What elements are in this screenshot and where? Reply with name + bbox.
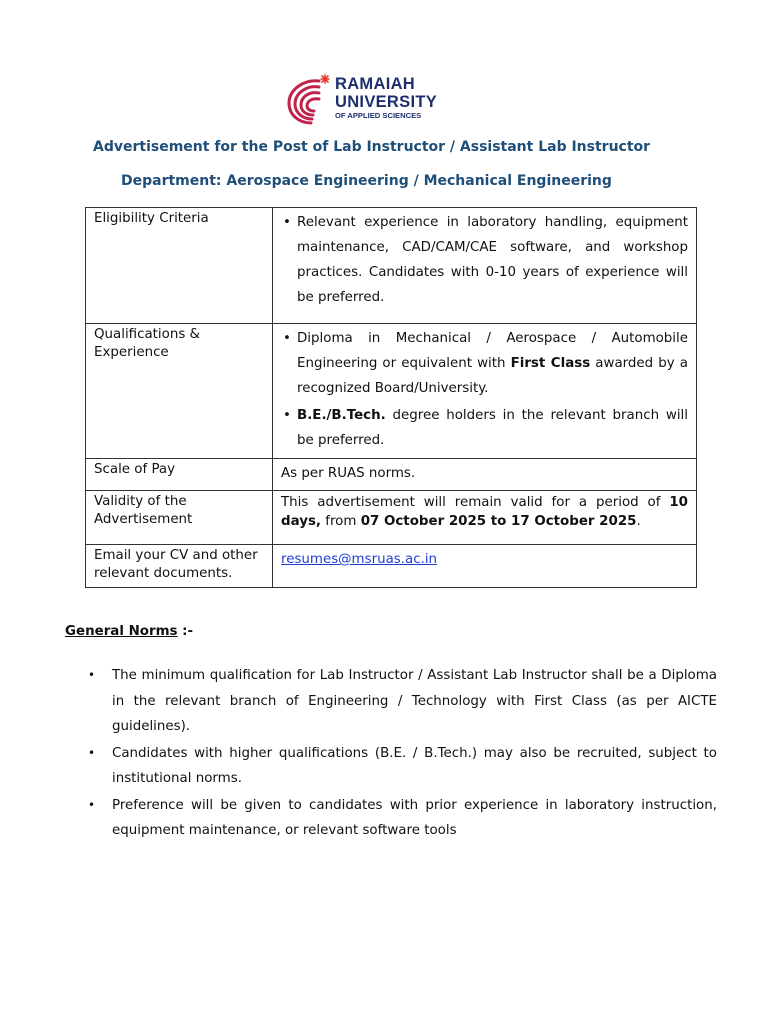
department-heading: Department: Aerospace Engineering / Mechanical Engineering [121,173,612,189]
pay-label: Scale of Pay [86,459,273,491]
logo-line-university: UNIVERSITY [335,92,438,111]
page-title: Advertisement for the Post of Lab Instructor / Assistant Lab Instructor [93,139,651,155]
general-norms-list [88,663,717,845]
swirl-emblem-icon [283,73,333,127]
table-row-pay [86,459,697,491]
table-row-email [86,545,697,588]
eligibility-item: • Relevant experience in laboratory handling, equipment maintenance, CAD/CAM/CAE software, and workshop practices. Candidates with 0-10 years of experience will be preferred. [297,210,688,310]
validity-value: This advertisement will remain valid for a period of 10 days, from 07 October 2025 to 17 October 2025. [273,491,697,545]
logo-line-applied-sciences: OF APPLIED SCIENCES [335,111,422,120]
university-logo [283,73,463,127]
eligibility-value [273,208,697,324]
star-icon [321,75,329,83]
logo-line-ramaiah: RAMAIAH [335,75,416,93]
validity-label: Validity of the Advertisement [86,491,273,545]
list-item: • Preference will be given to candidates with prior experience in laboratory instruction, equipment maintenance, or relevant software tools [112,793,717,844]
email-label: Email your CV and other relevant documents. [86,545,273,588]
table-row-validity [86,491,697,545]
table-row-eligibility [86,208,697,324]
qualifications-value [273,324,697,459]
table-row-qualifications [86,324,697,459]
email-link[interactable]: resumes@msruas.ac.in [281,552,438,567]
pay-value: As per RUAS norms. [273,459,697,491]
list-item: • The minimum qualification for Lab Instructor / Assistant Lab Instructor shall be a Diploma in the relevant branch of Engineering / Technology with First Class (as per AICTE guidelines). [112,663,717,740]
general-norms-heading: General Norms :- [65,624,194,639]
qualifications-label: Qualifications & Experience [86,324,273,459]
details-table [85,207,697,588]
qualification-item-diploma: • Diploma in Mechanical / Aerospace / Automobile Engineering or equivalent with First Class awarded by a recognized Board/University. [297,326,688,401]
list-item: • Candidates with higher qualifications (B.E. / B.Tech.) may also be recruited, subject to institutional norms. [112,741,717,792]
email-value [273,545,697,588]
eligibility-label: Eligibility Criteria [86,208,273,324]
qualification-item-degree: • B.E./B.Tech. degree holders in the relevant branch will be preferred. [297,403,688,453]
